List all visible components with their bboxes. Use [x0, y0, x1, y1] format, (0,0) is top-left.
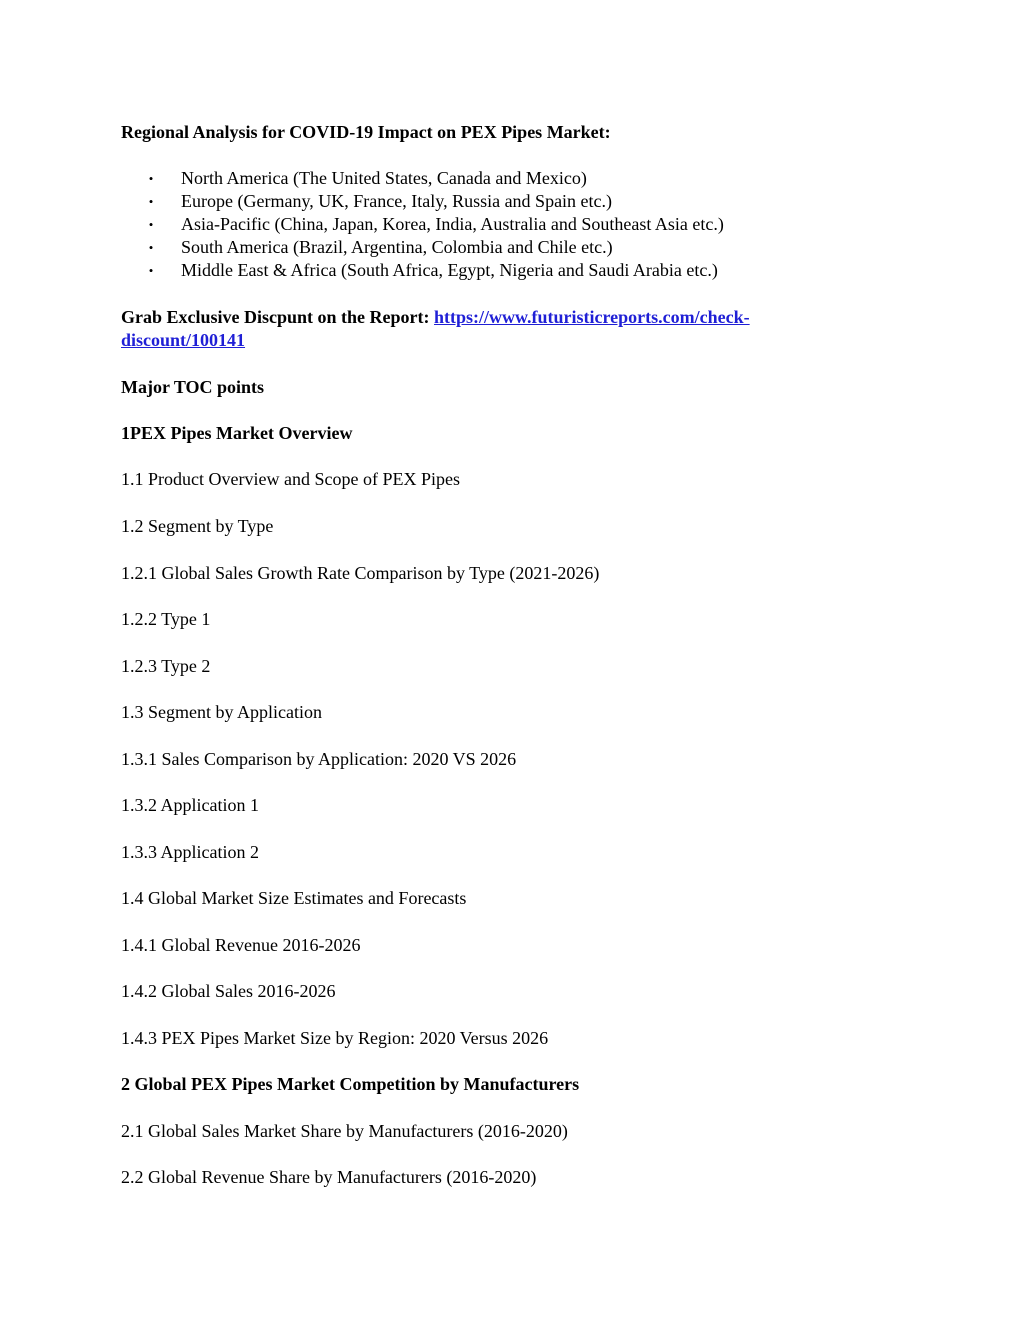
toc-entry: 1.4.2 Global Sales 2016-2026 — [121, 981, 336, 1001]
region-text: Europe (Germany, UK, France, Italy, Russia and Spain etc.) — [181, 191, 613, 211]
list-item — [121, 190, 724, 213]
toc-entry: 1.2.1 Global Sales Growth Rate Comparison by Type (2021-2026) — [121, 563, 600, 583]
toc-entry: 1.3.2 Application 1 — [121, 795, 259, 815]
bullet-icon: • — [148, 263, 154, 278]
toc-entry: 1.4.3 PEX Pipes Market Size by Region: 2020 Versus 2026 — [121, 1028, 549, 1048]
bullet-icon: • — [148, 240, 154, 255]
toc-entry: 2.1 Global Sales Market Share by Manufacturers (2016-2020) — [121, 1121, 568, 1141]
toc-entry: 1.1 Product Overview and Scope of PEX Pipes — [121, 469, 460, 489]
discount-line — [121, 306, 750, 329]
region-list — [121, 167, 724, 282]
section-heading: Regional Analysis for COVID-19 Impact on PEX Pipes Market: — [121, 122, 611, 142]
discount-line-2 — [121, 329, 245, 352]
list-item — [121, 236, 724, 259]
toc-entry: 1.2 Segment by Type — [121, 516, 274, 536]
toc-chapter-title: 2 Global PEX Pipes Market Competition by Manufacturers — [121, 1074, 580, 1094]
toc-entry: 1.3 Segment by Application — [121, 702, 322, 722]
toc-entry: 1.4.1 Global Revenue 2016-2026 — [121, 935, 361, 955]
toc-heading: Major TOC points — [121, 377, 265, 397]
region-text: South America (Brazil, Argentina, Colombia and Chile etc.) — [181, 237, 613, 257]
toc-entry: 1.4 Global Market Size Estimates and Forecasts — [121, 888, 467, 908]
list-item — [121, 167, 724, 190]
toc-entry: 1.2.2 Type 1 — [121, 609, 211, 629]
region-text: North America (The United States, Canada and Mexico) — [181, 168, 587, 188]
bullet-icon: • — [148, 171, 154, 186]
discount-link-continued[interactable]: discount/100141 — [121, 330, 246, 350]
toc-entry: 2.2 Global Revenue Share by Manufacturers (2016-2020) — [121, 1167, 537, 1187]
region-text: Asia-Pacific (China, Japan, Korea, India, Australia and Southeast Asia etc.) — [181, 214, 724, 234]
discount-link[interactable]: https://www.futuristicreports.com/check- — [434, 307, 750, 327]
list-item — [121, 213, 724, 236]
toc-entry: 1.3.1 Sales Comparison by Application: 2020 VS 2026 — [121, 749, 517, 769]
discount-label: Grab Exclusive Discpunt on the Report: — [121, 307, 435, 327]
bullet-icon: • — [148, 217, 154, 232]
bullet-icon: • — [148, 194, 154, 209]
toc-entry: 1.2.3 Type 2 — [121, 656, 211, 676]
region-text: Middle East & Africa (South Africa, Egypt, Nigeria and Saudi Arabia etc.) — [181, 260, 718, 280]
toc-entry: 1.3.3 Application 2 — [121, 842, 259, 862]
toc-chapter-title: 1PEX Pipes Market Overview — [121, 423, 353, 443]
list-item — [121, 259, 724, 282]
